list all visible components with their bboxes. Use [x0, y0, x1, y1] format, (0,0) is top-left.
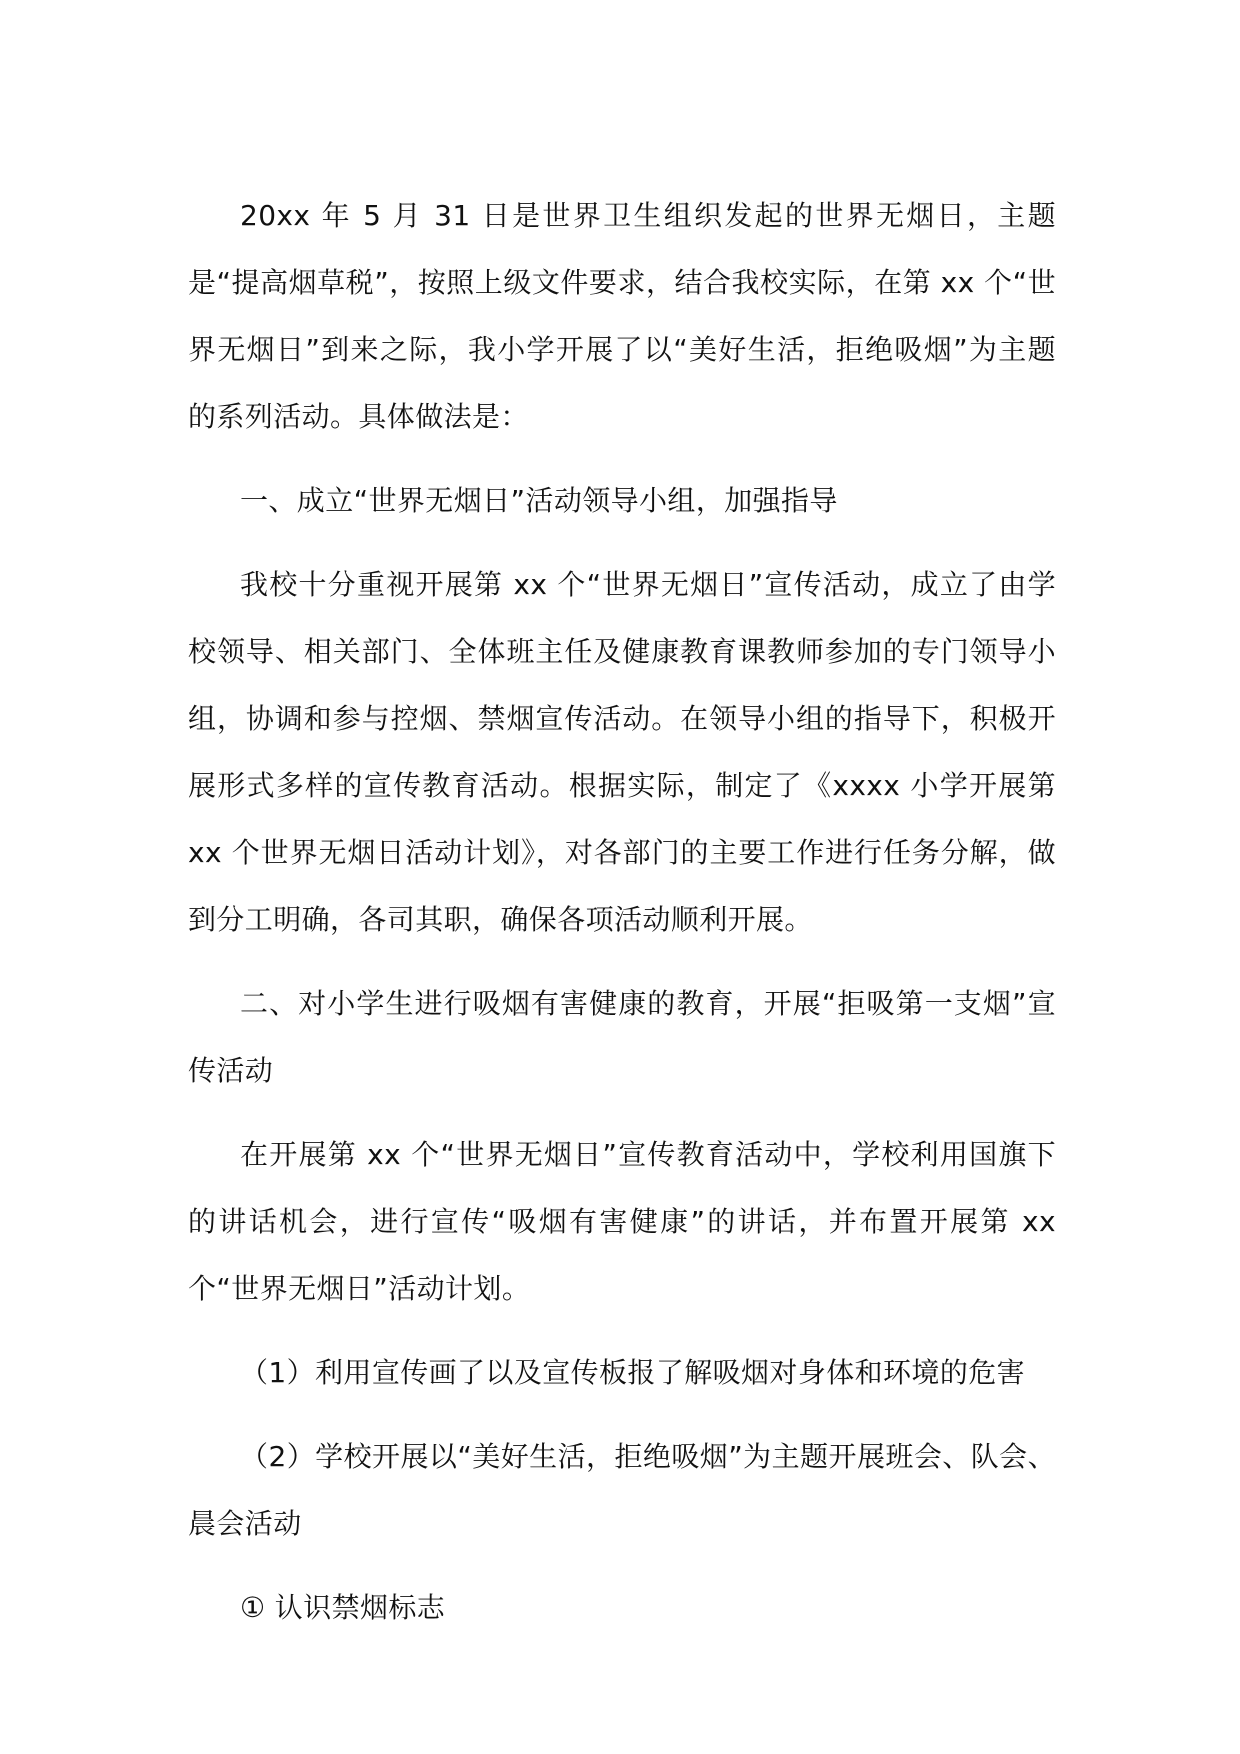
paragraph-leadership-group: 我校十分重视开展第 xx 个“世界无烟日”宣传活动，成立了由学校领导、相关部门、全体班主任及健康教育课教师参加的专门领导小组，协调和参与控烟、禁烟宣传活动。在领导小组的指导下，积极开展形式多样的宣传教育活动。根据实际，制定了《xxxx 小学开展第 xx 个世界无烟日活动计划》，对各部门的主要工作进行任务分解，做到分工明确，各司其职，确保各项活动顺利开展。 [188, 568, 1056, 936]
paragraph-flag-speech: 在开展第 xx 个“世界无烟日”宣传教育活动中，学校利用国旗下的讲话机会，进行宣传“吸烟有害健康”的讲话，并布置开展第 xx 个“世界无烟日”活动计划。 [188, 1138, 1056, 1305]
section-heading-1: 一、成立“世界无烟日”活动领导小组，加强指导 [240, 484, 838, 517]
sub-item-1: ① 认识禁烟标志 [240, 1591, 446, 1624]
section-heading-2: 二、对小学生进行吸烟有害健康的教育，开展“拒吸第一支烟”宣传活动 [188, 987, 1056, 1087]
list-item-2: （2）学校开展以“美好生活，拒绝吸烟”为主题开展班会、队会、晨会活动 [188, 1440, 1056, 1540]
paragraph-intro: 20xx 年 5 月 31 日是世界卫生组织发起的世界无烟日，主题是“提高烟草税”，按照上级文件要求，结合我校实际，在第 xx 个“世界无烟日”到来之际，我小学开展了以“美好生活，拒绝吸烟”为主题的系列活动。具体做法是： [188, 199, 1056, 433]
document-body [188, 182, 1056, 1651]
list-item-1: （1）利用宣传画了以及宣传板报了解吸烟对身体和环境的危害 [240, 1356, 1026, 1389]
